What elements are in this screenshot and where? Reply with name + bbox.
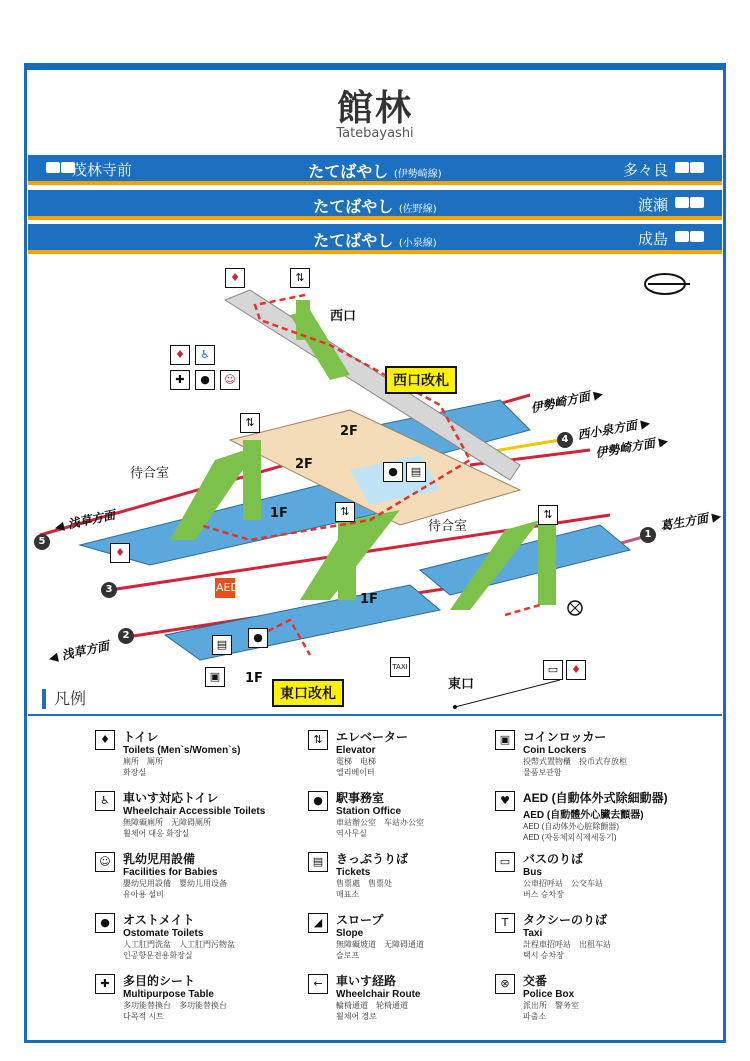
elevator-icon: ⇅ [335, 502, 355, 522]
legend-jp: タクシーのりば [523, 913, 608, 927]
legend-item [336, 850, 408, 900]
east-gate-sign: 東口改札 [272, 679, 344, 707]
legend-en: Police Box [523, 989, 575, 1000]
elevator-shaft [538, 525, 556, 605]
legend-kr: 매표소 [336, 890, 360, 899]
toilet-icon: ♦ [170, 345, 190, 365]
legend-jp: エレベーター [336, 730, 409, 744]
legend-cn: 嬰幼兒用設備 婴幼儿用设备 [123, 879, 227, 888]
legend-jp: 車いす対応トイレ [123, 791, 219, 805]
right-next-station: 多々良 [622, 161, 668, 179]
west-exit-label: 西口 [330, 309, 357, 324]
waiting-room-label: 待合室 [428, 519, 468, 534]
aed-icon: AED [215, 578, 235, 598]
direction-text: 伊勢崎方面 [529, 389, 592, 416]
legend-kr: 버스 승차장 [523, 890, 564, 899]
direction-isesaki-2: 伊勢崎方面 ▶ [594, 433, 670, 461]
legend-en: Toilets (Men`s/Women`s) [123, 745, 241, 756]
direction-text: 浅草方面 [66, 507, 117, 532]
direction-text: 西小泉方面 [576, 418, 638, 443]
legend-kr: 슬로프 [336, 951, 360, 960]
direction-text: 葛生方面 [659, 511, 710, 534]
legend-cn: 派出所 警务室 [523, 1001, 579, 1010]
east-exit-label: 東口 [448, 677, 475, 692]
line-station: たてばやし [313, 231, 394, 250]
legend-item [523, 728, 627, 778]
direction-text: 伊勢崎方面 [594, 436, 656, 461]
legend-cn: 人工肛門洗盆 人工肛門污物盆 [123, 940, 235, 949]
right-next-station: 渡瀬 [637, 196, 668, 214]
taxi-icon: T [495, 913, 515, 933]
legend-item [336, 911, 424, 961]
legend-jp: AED (自動体外式除細動器) [523, 791, 668, 805]
elevator-shaft [243, 440, 261, 520]
toilet-icon: ♦ [110, 543, 130, 563]
legend-kr: 유아용 설비 [123, 890, 164, 899]
platform-number: 3 [101, 582, 117, 598]
legend-cn: 車站辦公室 车站办公室 [336, 818, 424, 827]
table-icon: ✚ [170, 370, 190, 390]
locker-icon: ▣ [205, 667, 225, 687]
legend-jp: きっぷうりば [336, 852, 409, 866]
line-label: (佐野線) [398, 204, 437, 215]
legend-cn: 無障礙廁所 无障碍厕所 [123, 818, 211, 827]
legend-item [523, 850, 603, 900]
baby-icon: ☺ [220, 370, 240, 390]
legend-divider [28, 714, 722, 716]
legend-cn: 售票處 售票处 [336, 879, 392, 888]
elevator-icon: ⇅ [290, 268, 310, 288]
legend-en: Slope [336, 928, 364, 939]
legend-en: Wheelchair Route [336, 989, 421, 1000]
floor-label: 2F [340, 424, 358, 439]
legend-jp: 駅事務室 [336, 791, 385, 805]
legend-cn: AED (自动体外心脏除颤器) [523, 822, 619, 831]
floor-label: 1F [360, 592, 378, 607]
bus-icon: ▭ [543, 660, 563, 680]
line-label: (伊勢崎線) [393, 169, 442, 180]
floor-label: 1F [245, 671, 263, 686]
toilet-icon: ♦ [225, 268, 245, 288]
legend-en: Elevator [336, 745, 376, 756]
legend-title: 凡例 [42, 689, 86, 709]
legend-jp: 車いす経路 [336, 974, 397, 988]
legend-cn: 投幣式置物櫃 投币式存放柜 [523, 757, 627, 766]
toilet-icon: ♦ [95, 730, 115, 750]
legend-cn: 公車招呼站 公交车站 [523, 879, 603, 888]
west-gate-sign: 西口改札 [385, 366, 457, 394]
legend-cn: 計程車招呼站 出租车站 [523, 940, 611, 949]
elevator-icon: ⇅ [240, 413, 260, 433]
legend-kr: 엘리베이터 [336, 768, 375, 777]
legend-en: Wheelchair Accessible Toilets [123, 806, 266, 817]
legend-item [336, 972, 420, 1022]
wheelchair-route [505, 605, 540, 615]
legend-jp: 乳幼児用設備 [123, 852, 196, 866]
legend-en: Taxi [523, 928, 543, 939]
direction-asakusa: ◀ 浅草方面 [53, 507, 117, 535]
floor-label: 2F [295, 457, 313, 472]
direction-kuzu: 葛生方面 ▶ [659, 508, 723, 534]
legend-jp: コインロッカー [523, 730, 607, 744]
legend-item [123, 850, 227, 900]
legend-jp: スロープ [336, 913, 384, 927]
legend-kr: AED (자동체외식제세동기) [523, 833, 617, 842]
wheelchair-route-icon: ← [308, 974, 328, 994]
slope-icon: ◢ [308, 913, 328, 933]
legend-item [123, 728, 240, 778]
line-label: (小泉線) [398, 238, 437, 249]
legend-cn: 廁所 厕所 [123, 757, 163, 766]
ticket-icon: ▤ [308, 852, 328, 872]
legend-en: Ostomate Toilets [123, 928, 204, 939]
legend-item [523, 972, 579, 1022]
locker-icon: ▣ [495, 730, 515, 750]
waiting-room-label: 待合室 [130, 466, 170, 481]
legend-en: Tickets [336, 867, 371, 878]
station-name: 館林 [336, 88, 413, 129]
legend-jp: 多目的シート [123, 974, 196, 988]
legend-cn: 電梯 电梯 [336, 757, 376, 766]
platform-number: 4 [557, 432, 573, 448]
legend-kr: 휠체어 경로 [336, 1012, 377, 1021]
right-next-station: 成島 [637, 230, 668, 248]
line-station: たてばやし [308, 162, 389, 181]
office-icon: ● [248, 628, 268, 648]
legend-kr: 역사무실 [336, 829, 367, 838]
legend-jp: 交番 [523, 974, 548, 988]
wheelchair-toilet-icon: ♿ [95, 791, 115, 811]
direction-nishikoizumi: 西小泉方面 ▶ [576, 415, 652, 443]
legend-kr: 화장실 [123, 768, 147, 777]
wheelchair-toilet-icon: ♿ [195, 345, 215, 365]
legend-kr: 택시 승차장 [523, 951, 564, 960]
ostomate-icon: ● [195, 370, 215, 390]
left-next-station: 茂林寺前 [72, 161, 133, 179]
legend-item [523, 789, 668, 843]
police-icon: ⊗ [495, 974, 515, 994]
floor-label: 1F [270, 506, 288, 521]
legend-item [123, 972, 227, 1022]
legend-en: AED (自動體外心臟去顫器) [523, 810, 644, 821]
elevator-icon: ⇅ [308, 730, 328, 750]
legend-en: Facilities for Babies [123, 867, 218, 878]
legend-kr: 다목적 시트 [123, 1012, 164, 1021]
legend-kr: 인공항문전용화장실 [123, 951, 193, 960]
table-icon: ✚ [95, 974, 115, 994]
elevator-shaft [338, 520, 356, 600]
legend-kr: 휠체어 대응 화장실 [123, 829, 190, 838]
legend-item [123, 911, 235, 961]
station-romaji: Tatebayashi [336, 126, 414, 141]
direction-asakusa-2: ◀ 浅草方面 [47, 638, 111, 666]
legend-kr: 물품보관함 [523, 768, 562, 777]
legend-en: Bus [523, 867, 542, 878]
legend-item [123, 789, 265, 839]
elevator-icon: ⇅ [538, 505, 558, 525]
legend-en: Multipurpose Table [123, 989, 214, 1000]
direction-isesaki: 伊勢崎方面 ▶ [529, 386, 605, 416]
baby-icon: ☺ [95, 852, 115, 872]
aed-icon: ♥ [495, 791, 515, 811]
legend-item [336, 789, 424, 839]
taxi-icon: TAXI [390, 657, 410, 677]
legend-jp: トイレ [123, 730, 159, 744]
platform-number: 2 [118, 628, 134, 644]
direction-text: 浅草方面 [60, 638, 111, 663]
ticket-icon: ▤ [212, 635, 232, 655]
legend-jp: オストメイト [123, 913, 195, 927]
legend-kr: 파출소 [523, 1012, 547, 1021]
legend-cn: 輪椅通道 轮椅通道 [336, 1001, 408, 1010]
office-icon: ● [308, 791, 328, 811]
office-icon: ● [383, 462, 403, 482]
legend-item [336, 728, 408, 778]
legend-en: Coin Lockers [523, 745, 587, 756]
line-station: たてばやし [313, 197, 394, 216]
bus-icon: ▭ [495, 852, 515, 872]
platform-number: 5 [34, 534, 50, 550]
legend-en: Station Office [336, 806, 402, 817]
platform-number: 1 [640, 527, 656, 543]
ticket-icon: ▤ [406, 462, 426, 482]
legend-jp: バスのりば [523, 852, 584, 866]
leader-dot [453, 705, 457, 709]
elevator-shaft [296, 300, 310, 340]
toilet-icon: ♦ [566, 660, 586, 680]
legend-item [523, 911, 611, 961]
ostomate-icon: ● [95, 913, 115, 933]
legend-cn: 多功能替換台 多功能替换台 [123, 1001, 227, 1010]
legend-cn: 無障礙坡道 无障碍通道 [336, 940, 424, 949]
